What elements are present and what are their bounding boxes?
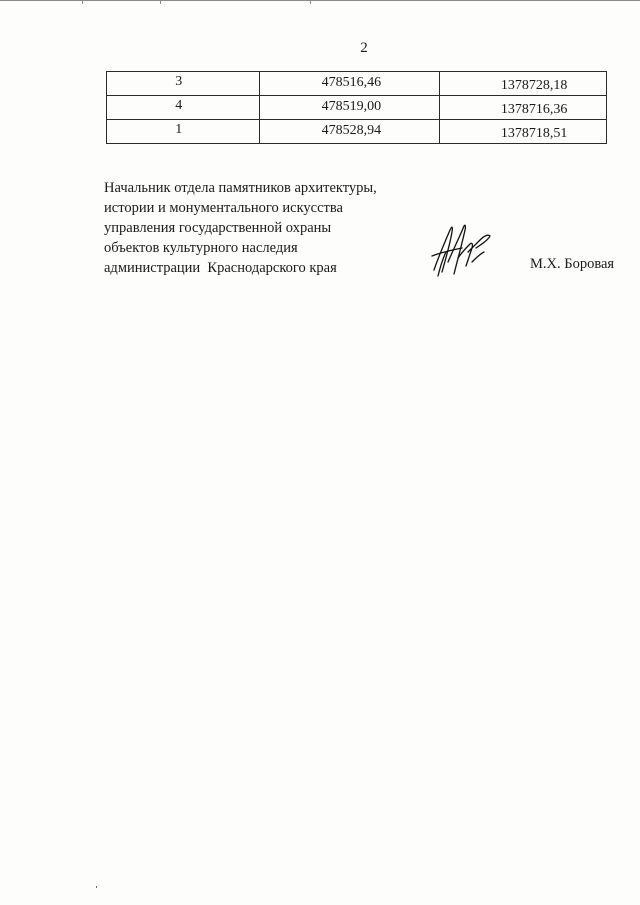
position-line: объектов культурного наследия (104, 240, 298, 256)
signatory-position (104, 178, 377, 278)
y-coordinate-cell: 1378728,18 (440, 72, 607, 96)
scan-edge-mark (160, 1, 161, 4)
coordinates-table (106, 71, 607, 144)
y-coordinate-cell: 1378716,36 (440, 96, 607, 120)
scan-speck (96, 886, 97, 888)
position-line: Начальник отдела памятников архитектуры, (104, 180, 377, 196)
position-line: администрации Краснодарского края (104, 260, 337, 276)
handwritten-signature (428, 218, 494, 280)
point-number-cell: 1 (107, 120, 260, 144)
page-number: 2 (360, 40, 368, 56)
scan-edge-mark (82, 1, 83, 4)
position-line: истории и монументального искусства (104, 200, 343, 216)
x-coordinate-cell: 478519,00 (259, 96, 440, 120)
signer-name: М.Х. Боровая (530, 256, 615, 272)
scan-edge-mark (310, 1, 311, 4)
table-row (107, 96, 607, 120)
point-number-cell: 3 (107, 72, 260, 96)
table-row (107, 120, 607, 144)
point-number-cell: 4 (107, 96, 260, 120)
x-coordinate-cell: 478528,94 (259, 120, 440, 144)
table-row (107, 72, 607, 96)
x-coordinate-cell: 478516,46 (259, 72, 440, 96)
y-coordinate-cell: 1378718,51 (440, 120, 607, 144)
position-line: управления государственной охраны (104, 220, 332, 236)
scan-top-edge (0, 0, 640, 3)
